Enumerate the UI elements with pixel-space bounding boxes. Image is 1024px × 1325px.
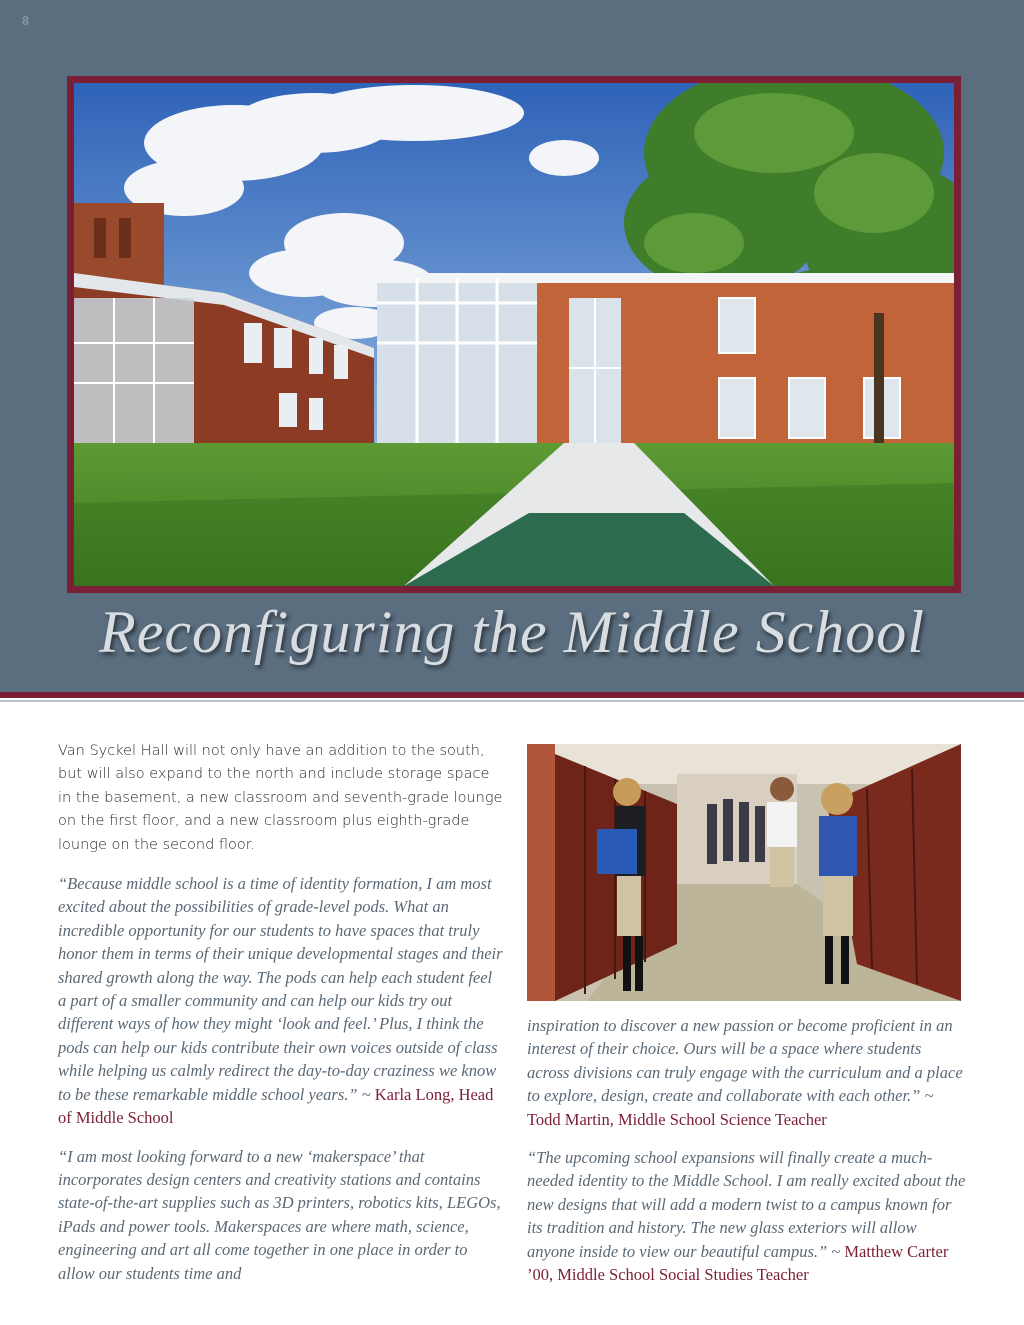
quote-text: “The upcoming school expansions will finally create a much-needed identity to the Middle School. I am really excited about the new designs that will add a modern twist to a campus known for its tradition and history. The new glass exteriors will allow anyone inside to view our beautiful campus.” ~ — [527, 1148, 966, 1261]
quote-karla-long — [58, 872, 504, 1129]
quote-attribution: Todd Martin, Middle School Science Teacher — [527, 1109, 827, 1129]
hero-image — [74, 83, 954, 586]
article-intro: Van Syckel Hall will not only have an addition to the south, but will also expand to the north and include storage space in the basement, a new classroom and seventh-grade lounge on the first floor, and a new classroom plus eighth-grade lounge on the second floor. — [58, 743, 503, 853]
quote-text: “Because middle school is a time of identity formation, I am most excited about the possibilities of grade-level pods. What an incredible opportunity for our students to have spaces that truly honor them in terms of their unique developmental stages and their shared growth along the way. The pods can help each student feel a part of a smaller community and can help our kids try out different ways of how they might ‘look and feel.’ Plus, I think the pods can help our kids contribute their own voices outside of class while helping us calmly redirect the day-to-day craziness we know to be these remarkable middle school years.” ~ — [58, 874, 503, 1104]
students-image — [527, 744, 961, 1001]
article-column-right — [527, 1014, 967, 1301]
quote-todd-martin-end — [527, 1014, 967, 1131]
header-divider — [0, 692, 1024, 698]
hero-image-frame — [67, 76, 961, 593]
page-number: 8 — [22, 14, 29, 29]
quote-attribution: Karla Long, Head of Middle School — [58, 1084, 494, 1128]
quote-matthew-carter — [527, 1146, 967, 1286]
header-divider-light — [0, 700, 1024, 702]
quote-todd-martin-start: “I am most looking forward to a new ‘makerspace’ that incorporates design centers and creativity stations and contains state-of-the-art supplies such as 3D printers, robotics kits, LEGOs, iPads and power tools. Makerspaces are where math, science, engineering and art all come together in one place in order to allow our students time and — [58, 1146, 501, 1283]
students-photo — [527, 744, 961, 1001]
quote-text: inspiration to discover a new passion or become proficient in an interest of their choice. Ours will be a space where students across divisions can truly engage with the curriculum and a place to explore, design, create and collaborate with each other.” ~ — [527, 1016, 963, 1106]
article-column-left — [58, 740, 504, 1300]
page-title: Reconfiguring the Middle School — [99, 599, 925, 665]
quote-attribution: Matthew Carter ’00, Middle School Social Studies Teacher — [527, 1241, 949, 1285]
